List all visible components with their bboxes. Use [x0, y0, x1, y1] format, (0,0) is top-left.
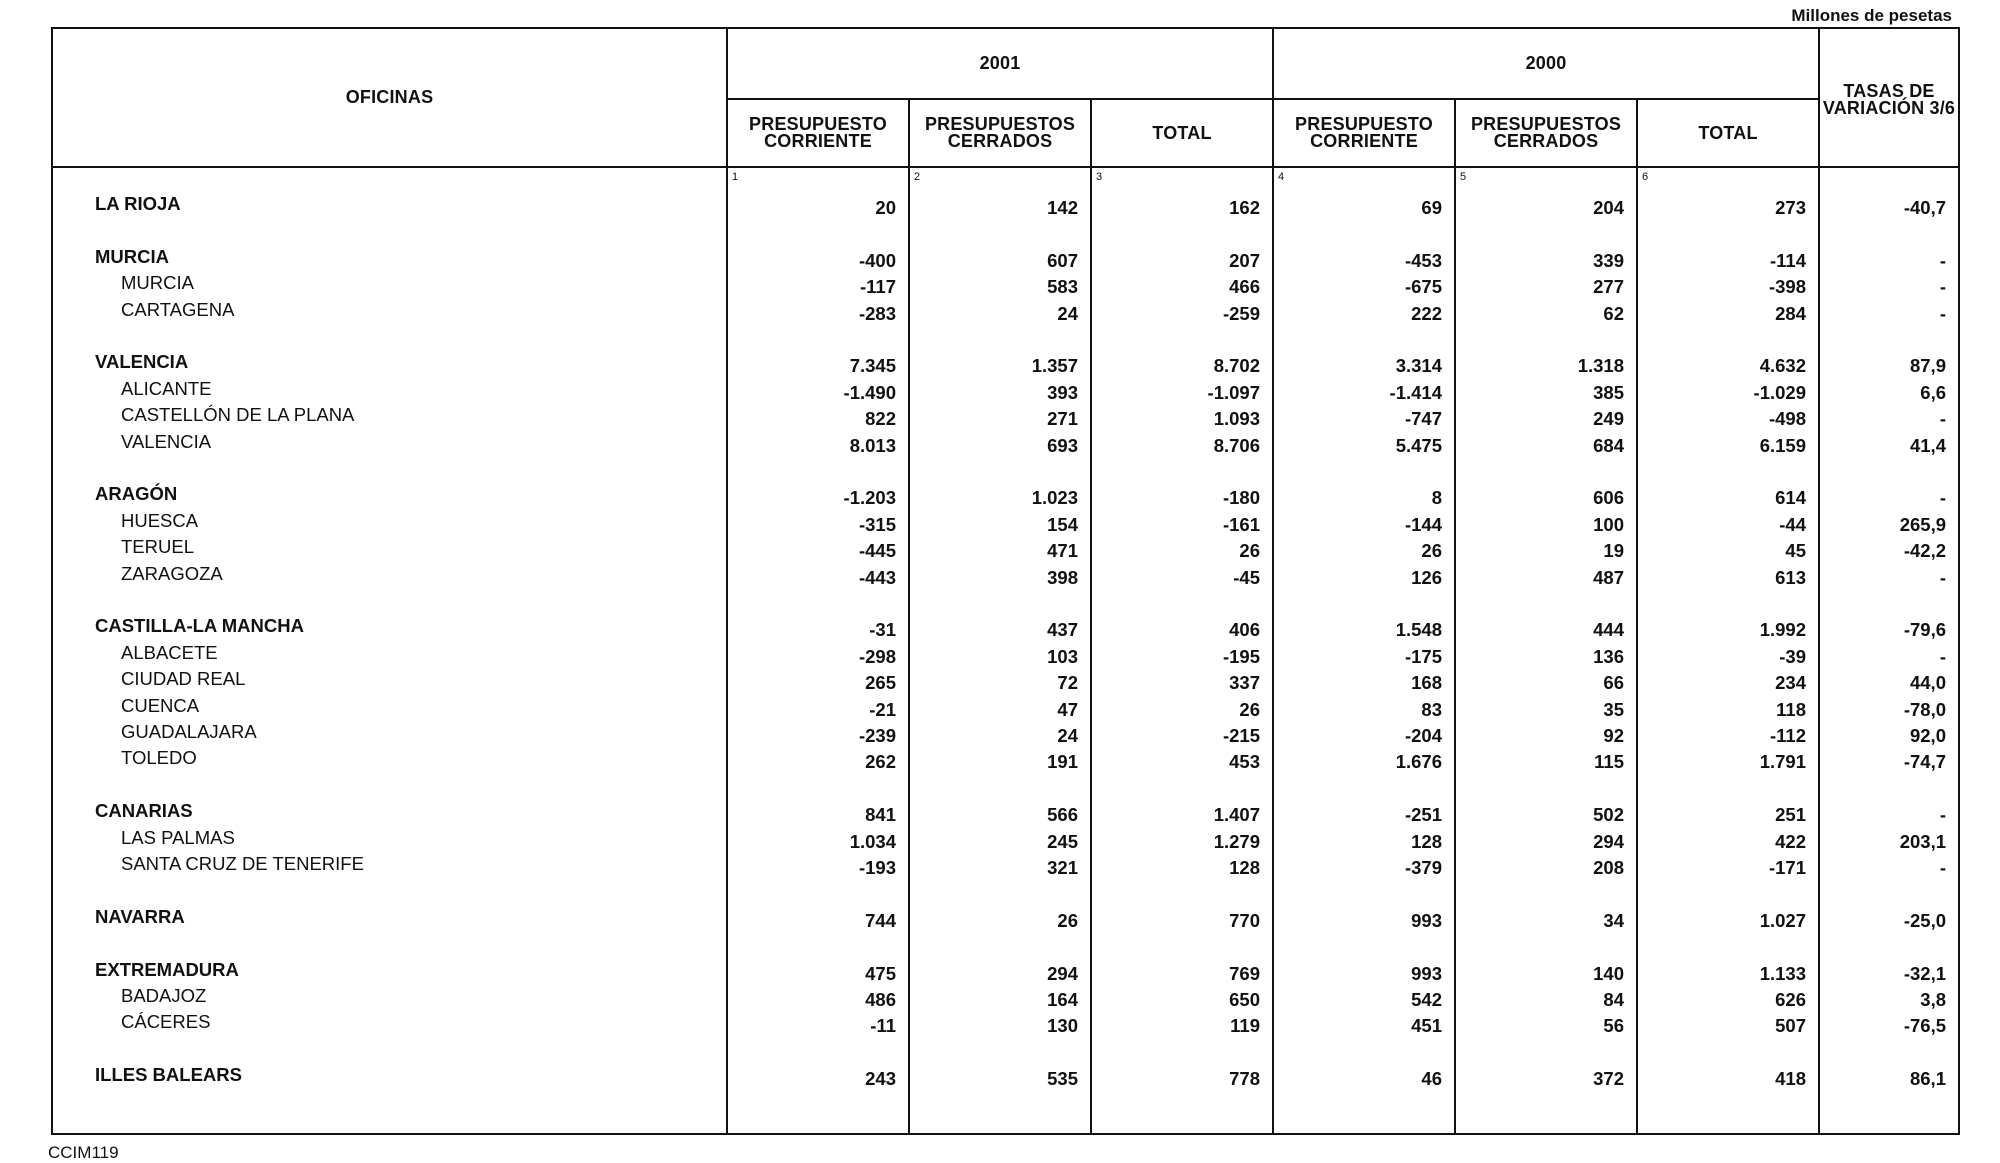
table-cell: -39: [1779, 645, 1806, 667]
table-cell: 385: [1593, 381, 1624, 403]
table-cell: -21: [869, 698, 896, 720]
footer-code: CCIM119: [48, 1143, 119, 1162]
row-label: HUESCA: [121, 509, 199, 531]
table-cell: 294: [1593, 830, 1624, 852]
table-cell: 265,9: [1899, 513, 1946, 535]
header-2000-presupuesto-corriente: PRESUPUESTO CORRIENTE: [1295, 114, 1433, 151]
header-year-2000: 2000: [1525, 53, 1567, 73]
table-cell: 614: [1775, 487, 1806, 509]
table-row-group: [53, 906, 1958, 932]
table-cell: 398: [1047, 566, 1078, 588]
table-cell: 486: [865, 989, 896, 1010]
table-cell: -180: [1222, 487, 1260, 509]
col-number-4: 4: [1278, 171, 1285, 183]
table-cell: 222: [1411, 302, 1442, 324]
table-cell: 46: [1421, 1068, 1442, 1090]
table-cell: 444: [1593, 619, 1624, 641]
table-cell: -379: [1404, 857, 1442, 878]
table-cell: 406: [1229, 619, 1260, 641]
table-cell: 1.318: [1577, 355, 1624, 377]
table-row-subitem: [53, 695, 1958, 721]
table-cell: -1.203: [843, 487, 896, 509]
table-cell: 35: [1603, 698, 1624, 720]
table-cell: 607: [1047, 249, 1078, 271]
table-cell: -443: [858, 566, 896, 588]
table-cell: 47: [1057, 698, 1078, 720]
row-label: GUADALAJARA: [121, 721, 257, 742]
row-label: CASTILLA-LA MANCHA: [95, 615, 304, 637]
table-cell: 475: [865, 962, 896, 984]
table-cell: 1.133: [1759, 962, 1806, 984]
table-cell: -195: [1222, 645, 1260, 667]
table-cell: 86,1: [1909, 1068, 1946, 1090]
table-cell: 24: [1057, 725, 1078, 746]
table-cell: 154: [1047, 513, 1078, 535]
table-cell: 162: [1229, 197, 1260, 218]
header-year-2001: 2001: [979, 53, 1021, 73]
table-cell: 62: [1603, 302, 1624, 324]
table-cell: 140: [1593, 962, 1624, 984]
table-cell: 6.159: [1759, 434, 1806, 456]
table-cell: 44,0: [1909, 672, 1946, 694]
table-row-subitem: [53, 510, 1958, 536]
table-cell: 273: [1775, 197, 1806, 218]
table-cell: -747: [1404, 408, 1442, 430]
table-cell: 451: [1411, 1015, 1442, 1037]
table-cell: 66: [1603, 672, 1624, 694]
table-cell: -112: [1769, 725, 1806, 746]
table-cell: 41,4: [1909, 434, 1946, 456]
table-cell: 8.013: [849, 434, 896, 456]
table-cell: -: [1939, 408, 1946, 430]
table-cell: 1.548: [1395, 619, 1442, 641]
row-label: VALENCIA: [121, 430, 212, 452]
table-cell: 770: [1229, 909, 1260, 931]
table-cell: -: [1939, 302, 1946, 324]
table-cell: 126: [1411, 566, 1442, 588]
table-cell: 393: [1047, 381, 1078, 403]
table-cell: 502: [1593, 804, 1624, 826]
table-cell: 626: [1775, 989, 1806, 1010]
table-cell: 26: [1057, 909, 1078, 931]
row-label: BADAJOZ: [121, 985, 207, 1006]
table-cell: -204: [1404, 725, 1442, 746]
table-cell: 118: [1776, 698, 1806, 720]
table-cell: -215: [1222, 725, 1260, 746]
table-cell: -239: [858, 725, 896, 746]
table-cell: 321: [1047, 857, 1078, 878]
table-cell: -398: [1768, 276, 1806, 298]
table-cell: -453: [1404, 249, 1442, 271]
table-row-subitem: [53, 1011, 1958, 1037]
table-cell: 56: [1603, 1015, 1624, 1037]
table-cell: 294: [1047, 962, 1078, 984]
table-cell: 251: [1775, 804, 1806, 826]
table-cell: -42,2: [1903, 540, 1946, 562]
table-cell: 613: [1775, 566, 1806, 588]
table-cell: 20: [875, 197, 896, 218]
row-label: MURCIA: [95, 245, 169, 267]
table-cell: -144: [1404, 513, 1442, 535]
row-label: EXTREMADURA: [95, 958, 239, 980]
budget-table: [51, 27, 1960, 1135]
table-cell: 1.279: [1213, 830, 1260, 852]
table-cell: 1.407: [1213, 804, 1260, 826]
table-cell: -25,0: [1903, 909, 1946, 931]
table-cell: -79,6: [1903, 619, 1946, 641]
table-cell: 583: [1047, 276, 1078, 298]
table-cell: 100: [1593, 513, 1624, 535]
row-label: LA RIOJA: [95, 193, 181, 214]
table-cell: 650: [1229, 989, 1260, 1010]
table-cell: -117: [859, 276, 896, 298]
table-cell: -31: [869, 619, 896, 641]
table-cell: 103: [1047, 645, 1078, 667]
table-cell: 45: [1785, 540, 1806, 562]
table-cell: 744: [865, 909, 896, 931]
table-cell: 168: [1411, 672, 1442, 694]
table-row-group: [53, 246, 1958, 272]
table-cell: 119: [1230, 1015, 1260, 1037]
table-row-subitem: [53, 668, 1958, 694]
table-cell: 566: [1047, 804, 1078, 826]
table-row-subitem: [53, 721, 1958, 747]
header-2001-presupuesto-corriente: PRESUPUESTO CORRIENTE: [749, 114, 887, 151]
table-cell: -44: [1779, 513, 1806, 535]
table-cell: 26: [1239, 698, 1260, 720]
table-cell: 684: [1593, 434, 1624, 456]
table-cell: 822: [865, 408, 896, 430]
table-cell: -74,7: [1903, 751, 1946, 773]
table-cell: 92,0: [1909, 725, 1946, 746]
table-cell: -76,5: [1903, 1015, 1946, 1037]
table-row-subitem: [53, 563, 1958, 589]
table-cell: 337: [1229, 672, 1260, 694]
table-row-subitem: [53, 378, 1958, 404]
row-label: CUENCA: [121, 694, 200, 716]
table-cell: 207: [1229, 249, 1260, 271]
table-cell: 841: [865, 804, 896, 826]
table-cell: 83: [1421, 698, 1442, 720]
table-cell: -298: [858, 645, 896, 667]
header-bottom-rule: [53, 166, 1958, 168]
table-cell: 778: [1229, 1068, 1260, 1090]
table-cell: 19: [1603, 540, 1624, 562]
table-cell: 203,1: [1899, 830, 1946, 852]
table-cell: 72: [1057, 672, 1078, 694]
table-cell: -: [1939, 857, 1946, 878]
table-cell: 1.034: [849, 830, 896, 852]
table-cell: 372: [1593, 1068, 1624, 1090]
table-cell: 487: [1593, 566, 1624, 588]
table-row-group: [53, 1064, 1958, 1090]
table-cell: -315: [858, 513, 896, 535]
table-cell: -1.490: [843, 381, 896, 403]
table-cell: -11: [870, 1015, 896, 1037]
table-cell: 92: [1603, 725, 1624, 746]
table-cell: 1.992: [1759, 619, 1806, 641]
row-label: ILLES BALEARS: [95, 1064, 242, 1086]
table-cell: -40,7: [1903, 197, 1946, 218]
table-cell: 339: [1593, 249, 1624, 271]
header-2000-total: TOTAL: [1698, 122, 1758, 143]
table-row-group: [53, 483, 1958, 509]
header-tasas: TASAS DE VARIACIÓN 3/6: [1822, 81, 1956, 118]
row-label: MURCIA: [121, 272, 194, 294]
row-label: ZARAGOZA: [121, 562, 223, 584]
row-label: VALENCIA: [95, 351, 189, 373]
table-cell: 8.706: [1213, 434, 1260, 456]
table-row-subitem: [53, 985, 1958, 1011]
table-cell: 418: [1775, 1068, 1806, 1090]
table-cell: 34: [1603, 909, 1624, 931]
row-label: TERUEL: [121, 536, 194, 558]
table-row-subitem: [53, 404, 1958, 430]
unit-note: Millones de pesetas: [1791, 6, 1952, 25]
table-cell: 606: [1593, 487, 1624, 509]
table-cell: -445: [858, 540, 896, 562]
header-2001-presupuestos-cerrados: PRESUPUESTOS CERRADOS: [924, 114, 1076, 151]
table-cell: 693: [1047, 434, 1078, 456]
table-cell: 535: [1047, 1068, 1078, 1090]
table-cell: 245: [1047, 830, 1078, 852]
table-cell: -498: [1768, 408, 1806, 430]
table-cell: 4.632: [1759, 355, 1806, 377]
table-cell: -: [1939, 566, 1946, 588]
table-cell: 5.475: [1395, 434, 1442, 456]
table-row-subitem: [53, 299, 1958, 325]
table-cell: -171: [1768, 857, 1806, 878]
table-row-subitem: [53, 272, 1958, 298]
col-number-3: 3: [1096, 171, 1103, 183]
table-cell: 1.791: [1759, 751, 1806, 773]
row-label: TOLEDO: [121, 747, 197, 769]
table-cell: -251: [1404, 804, 1442, 826]
table-cell: -1.029: [1753, 381, 1806, 403]
table-cell: -161: [1222, 513, 1260, 535]
table-cell: -675: [1404, 276, 1442, 298]
table-cell: 204: [1593, 197, 1624, 218]
table-cell: 84: [1603, 989, 1624, 1010]
table-cell: 284: [1775, 302, 1806, 324]
table-cell: 1.357: [1031, 355, 1078, 377]
table-cell: -283: [858, 302, 896, 324]
table-cell: -175: [1404, 645, 1442, 667]
table-row-subitem: [53, 853, 1958, 879]
table-cell: -259: [1222, 302, 1260, 324]
table-row-group: [53, 800, 1958, 826]
table-cell: 1.027: [1759, 909, 1806, 931]
table-cell: 128: [1229, 857, 1260, 878]
table-cell: 1.093: [1213, 408, 1260, 430]
table-cell: 130: [1047, 1015, 1078, 1037]
row-label: LAS PALMAS: [121, 826, 235, 848]
table-cell: 422: [1775, 830, 1806, 852]
table-cell: 243: [865, 1068, 896, 1090]
table-cell: 453: [1229, 751, 1260, 773]
table-cell: 993: [1411, 962, 1442, 984]
table-cell: -193: [858, 857, 896, 878]
table-cell: 69: [1421, 197, 1442, 218]
table-cell: 8.702: [1213, 355, 1260, 377]
col-number-6: 6: [1642, 171, 1649, 183]
table-cell: 164: [1047, 989, 1078, 1010]
table-cell: 208: [1593, 857, 1624, 878]
table-cell: -: [1939, 249, 1946, 271]
col-number-1: 1: [732, 171, 739, 183]
table-cell: 249: [1593, 408, 1624, 430]
table-cell: -114: [1769, 249, 1806, 271]
row-label: CANARIAS: [95, 800, 193, 822]
header-oficinas: OFICINAS: [345, 87, 434, 107]
table-cell: 542: [1411, 989, 1442, 1010]
col-number-5: 5: [1460, 171, 1467, 183]
table-cell: -: [1939, 487, 1946, 509]
table-cell: 142: [1047, 197, 1078, 218]
table-cell: 769: [1229, 962, 1260, 984]
table-cell: 26: [1239, 540, 1260, 562]
table-row-group: [53, 959, 1958, 985]
row-label: CIUDAD REAL: [121, 668, 246, 690]
table-cell: 128: [1411, 830, 1442, 852]
table-cell: 466: [1229, 276, 1260, 298]
table-row-subitem: [53, 642, 1958, 668]
table-cell: 271: [1047, 408, 1078, 430]
table-cell: 24: [1057, 302, 1078, 324]
table-cell: 191: [1047, 751, 1078, 773]
table-cell: -400: [858, 249, 896, 271]
table-cell: 26: [1421, 540, 1442, 562]
table-row-group: [53, 615, 1958, 641]
table-cell: 1.023: [1031, 487, 1078, 509]
table-cell: 1.676: [1395, 751, 1442, 773]
table-row-subitem: [53, 431, 1958, 457]
row-label: ALICANTE: [121, 377, 212, 399]
table-cell: -1.097: [1207, 381, 1260, 403]
row-label: SANTA CRUZ DE TENERIFE: [121, 853, 364, 874]
row-label: ALBACETE: [121, 641, 218, 663]
table-cell: 6,6: [1920, 381, 1946, 403]
table-row-group: [53, 351, 1958, 377]
row-label: CARTAGENA: [121, 298, 235, 320]
table-cell: 471: [1047, 540, 1078, 562]
table-cell: 234: [1775, 672, 1806, 694]
row-label: ARAGÓN: [95, 483, 178, 505]
header-2001-total: TOTAL: [1152, 122, 1212, 143]
table-cell: 3,8: [1920, 989, 1946, 1010]
table-cell: 265: [865, 672, 896, 694]
table-cell: 3.314: [1395, 355, 1442, 377]
row-label: CASTELLÓN DE LA PLANA: [121, 404, 355, 426]
table-cell: -: [1939, 645, 1946, 667]
table-cell: 993: [1411, 909, 1442, 931]
row-label: NAVARRA: [95, 905, 185, 927]
table-row-group: [53, 193, 1958, 219]
header-2000-presupuestos-cerrados: PRESUPUESTOS CERRADOS: [1470, 114, 1622, 151]
table-cell: -1.414: [1389, 381, 1442, 403]
row-label: CÁCERES: [121, 1011, 211, 1033]
table-cell: 277: [1593, 276, 1624, 298]
table-cell: -: [1939, 276, 1946, 298]
table-cell: -: [1939, 804, 1946, 826]
table-cell: 507: [1775, 1015, 1806, 1037]
col-number-2: 2: [914, 171, 921, 183]
table-cell: -45: [1233, 566, 1260, 588]
table-cell: 8: [1431, 487, 1442, 509]
table-cell: 136: [1593, 645, 1624, 667]
table-row-subitem: [53, 536, 1958, 562]
table-cell: 115: [1594, 751, 1624, 773]
table-cell: 262: [865, 751, 896, 773]
table-cell: 87,9: [1909, 355, 1946, 377]
table-row-subitem: [53, 747, 1958, 773]
table-row-subitem: [53, 827, 1958, 853]
table-cell: 437: [1047, 619, 1078, 641]
table-cell: -78,0: [1903, 698, 1946, 720]
table-cell: 7.345: [849, 355, 896, 377]
table-cell: -32,1: [1903, 962, 1946, 984]
